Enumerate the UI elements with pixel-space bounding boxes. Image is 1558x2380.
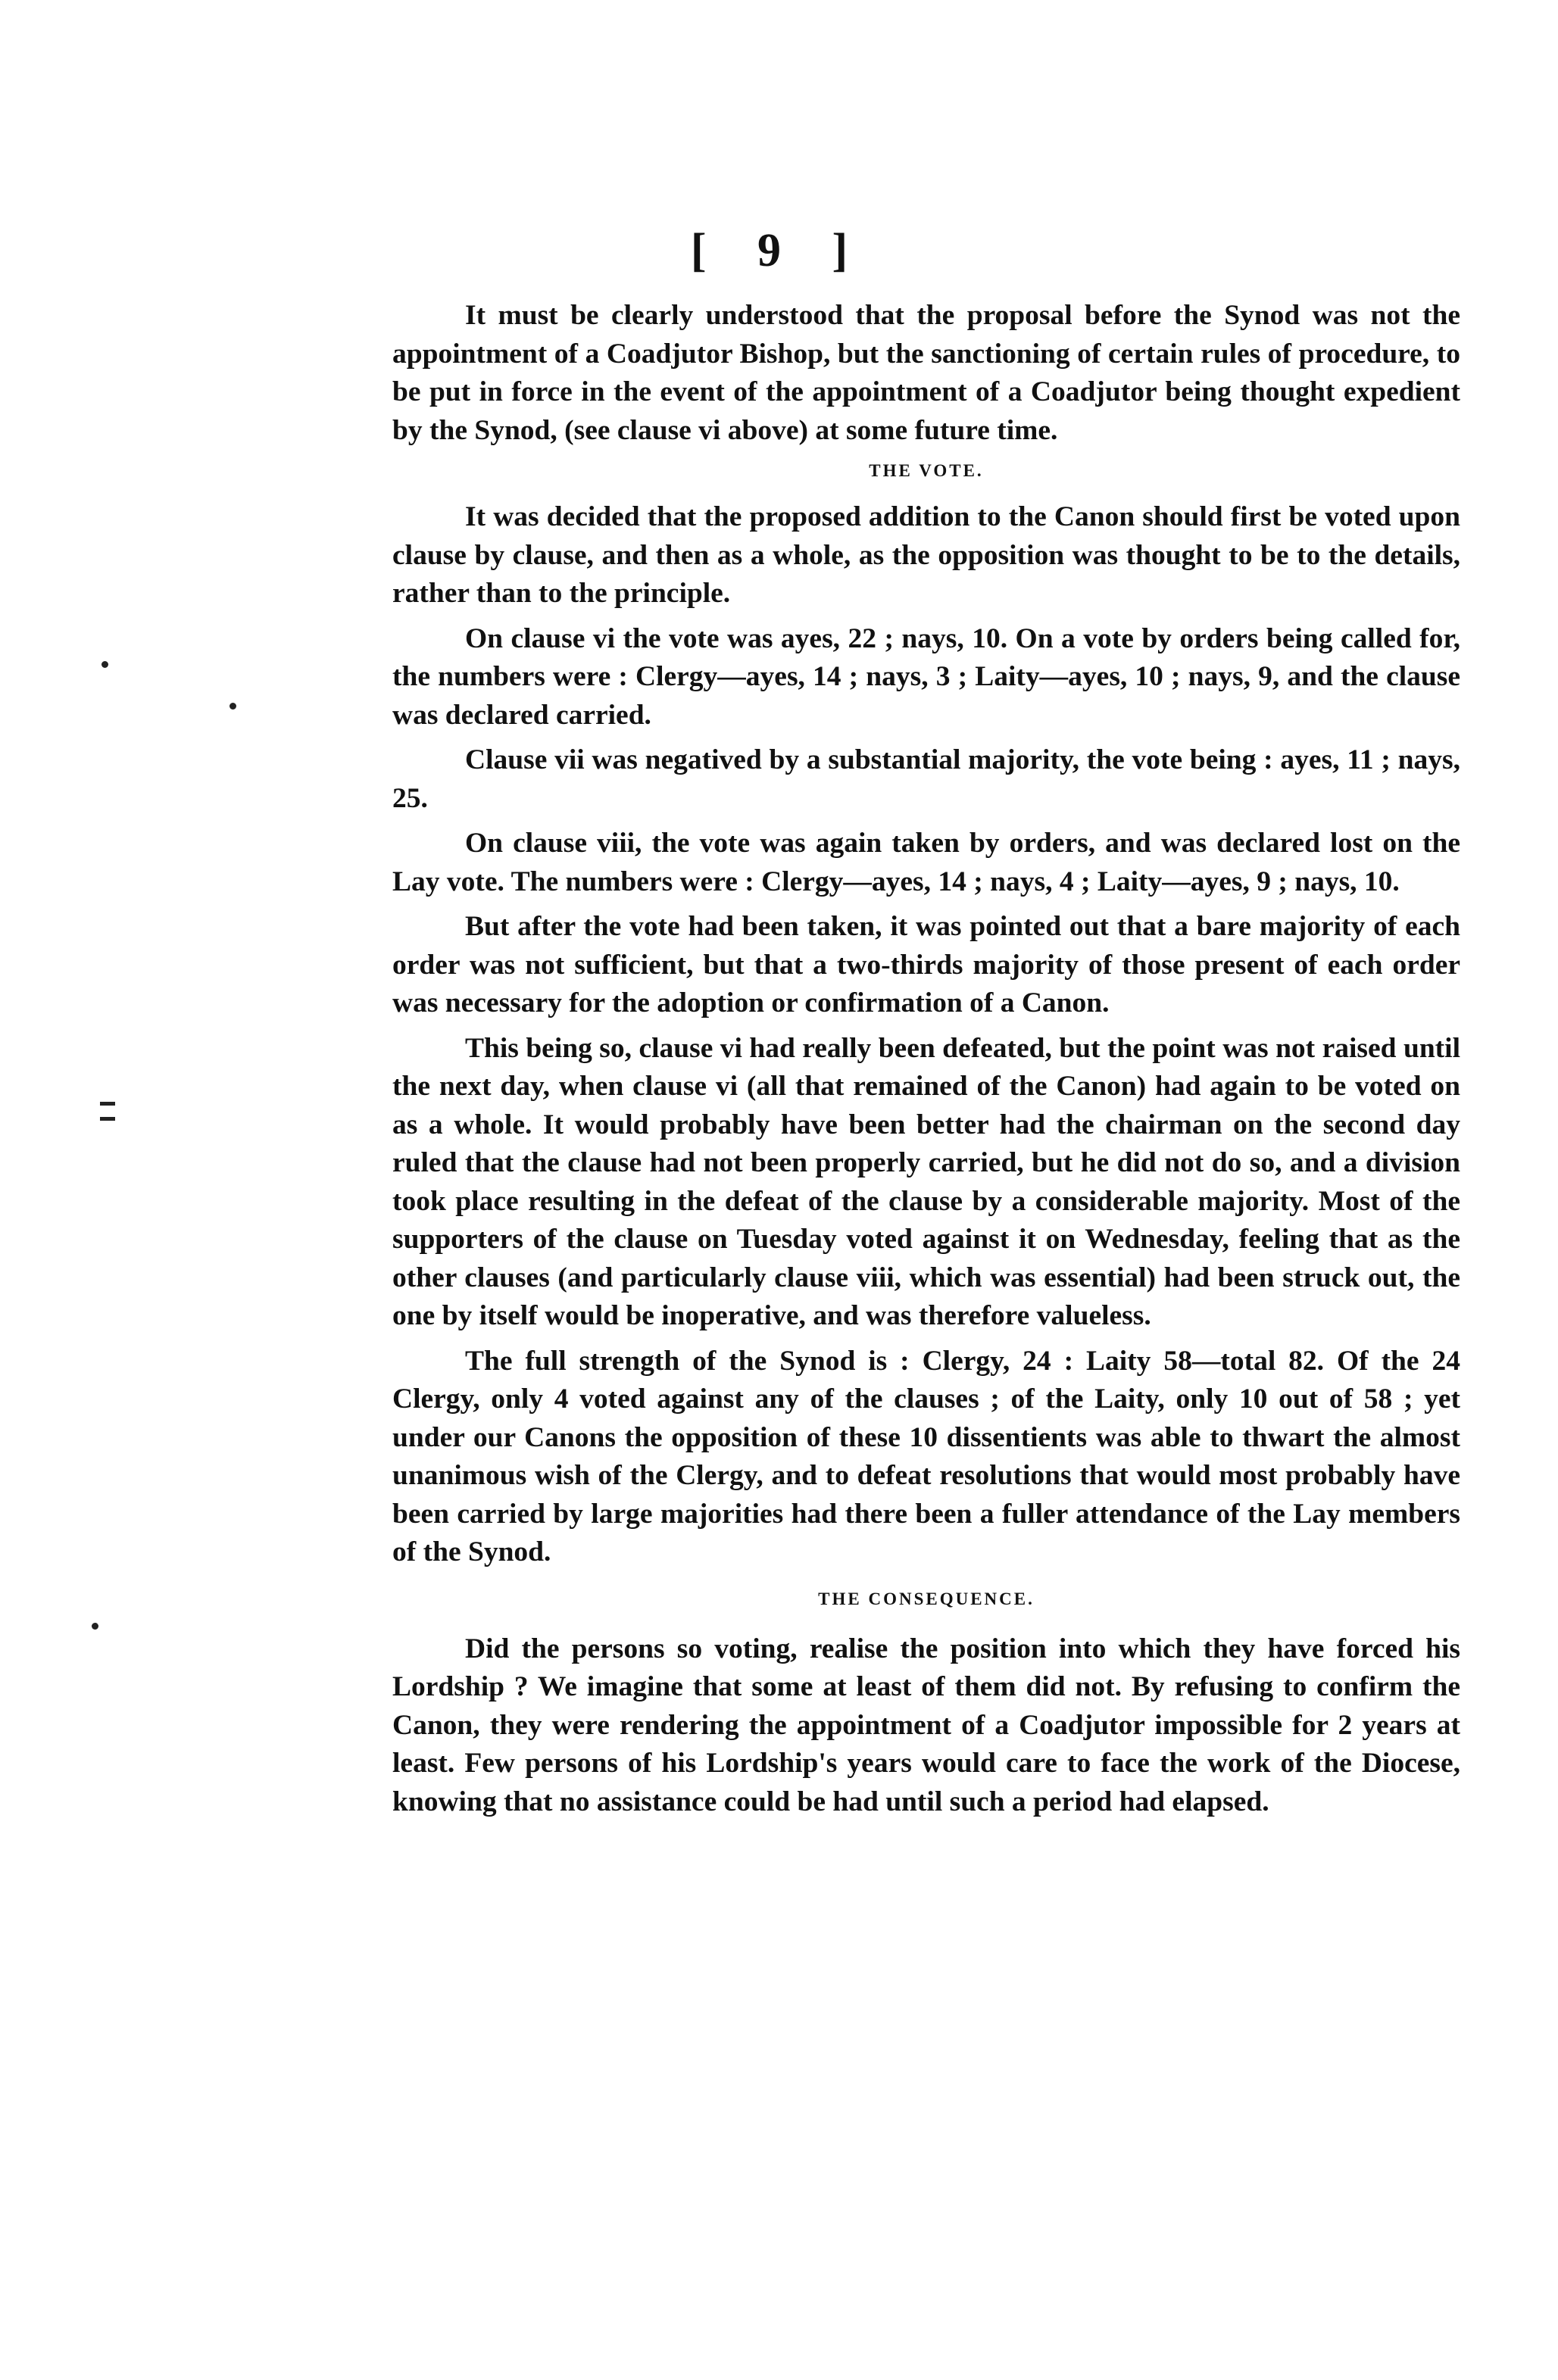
body-text — [392, 297, 1460, 1828]
margin-mark — [92, 1623, 98, 1630]
paragraph: On clause vi the vote was ayes, 22 ; nays, 10. On a vote by orders being called for, the numbers were : Clergy—ayes, 14 ; nays, 3 ; Laity—ayes, 10 ; nays, 9, and the clause was declared carried. — [392, 622, 1460, 731]
paragraph: Clause vii was negatived by a substantial majority, the vote being : ayes, 11 ; nays, 25. — [392, 744, 1460, 814]
margin-mark — [100, 1117, 115, 1121]
paragraph: On clause viii, the vote was again taken by orders, and was declared lost on the Lay vote. The numbers were : Clergy—ayes, 14 ; nays, 4 ; Laity—ayes, 9 ; nays, 10. — [392, 828, 1460, 897]
paragraph: This being so, clause vi had really been defeated, but the point was not raised until the next day, when clause vi (all that remained of the Canon) had again to be voted on as a whole. It would probably have been better had the chairman on the second day ruled that the clause had not been properly carried, but he did not do so, and a division took place resulting in the defeat of the clause by a considerable majority. Most of the supporters of the clause on Tuesday voted against it on Wednesday, feeling that as the other clauses (and particularly clause viii, which was essential) had been struck out, the one by itself would be inoperative, and was therefore valueless. — [392, 1032, 1460, 1331]
paragraph: Did the persons so voting, realise the position into which they have forced his Lordship ? We imagine that some at least of them did not. By refusing to confirm the Canon, they were rendering the appointment of a Coadjutor impossible for 2 years at least. Few persons of his Lordship's years would care to face the work of the Diocese, knowing that no assistance could be had until such a period had elapsed. — [392, 1633, 1460, 1817]
section-heading-consequence: THE CONSEQUENCE. — [818, 1589, 1035, 1608]
paragraph: The full strength of the Synod is : Clergy, 24 : Laity 58—total 82. Of the 24 Clergy, only 4 voted against any of the clauses ; of the Laity, only 10 out of 58 ; yet under our Canons the opposition of these 10 dissentients was able to thwart the almost unanimous wish of the Clergy, and to defeat resolutions that would most probably have been carried by large majorities had there been a fuller attendance of the Lay members of the Synod. — [392, 1345, 1460, 1567]
paragraph: It must be clearly understood that the proposal before the Synod was not the appointment of a Coadjutor Bishop, but the sanctioning of certain rules of procedure, to be put in force in the event of the appointment of a Coadjutor being thought expedient by the Synod, (see clause vi above) at some future time. — [392, 300, 1460, 446]
section-heading-vote: THE VOTE. — [869, 461, 984, 480]
margin-mark — [101, 661, 108, 668]
page-number: [ 9 ] — [690, 225, 868, 276]
paragraph: It was decided that the proposed addition to the Canon should first be voted upon clause by clause, and then as a whole, as the opposition was thought to be to the details, rather than to the principle. — [392, 501, 1460, 609]
margin-mark — [229, 703, 236, 710]
paragraph: But after the vote had been taken, it was pointed out that a bare majority of each order was not sufficient, but that a two-thirds majority of those present of each order was necessary for the adoption or confirmation of a Canon. — [392, 911, 1460, 1018]
margin-mark — [100, 1102, 115, 1106]
